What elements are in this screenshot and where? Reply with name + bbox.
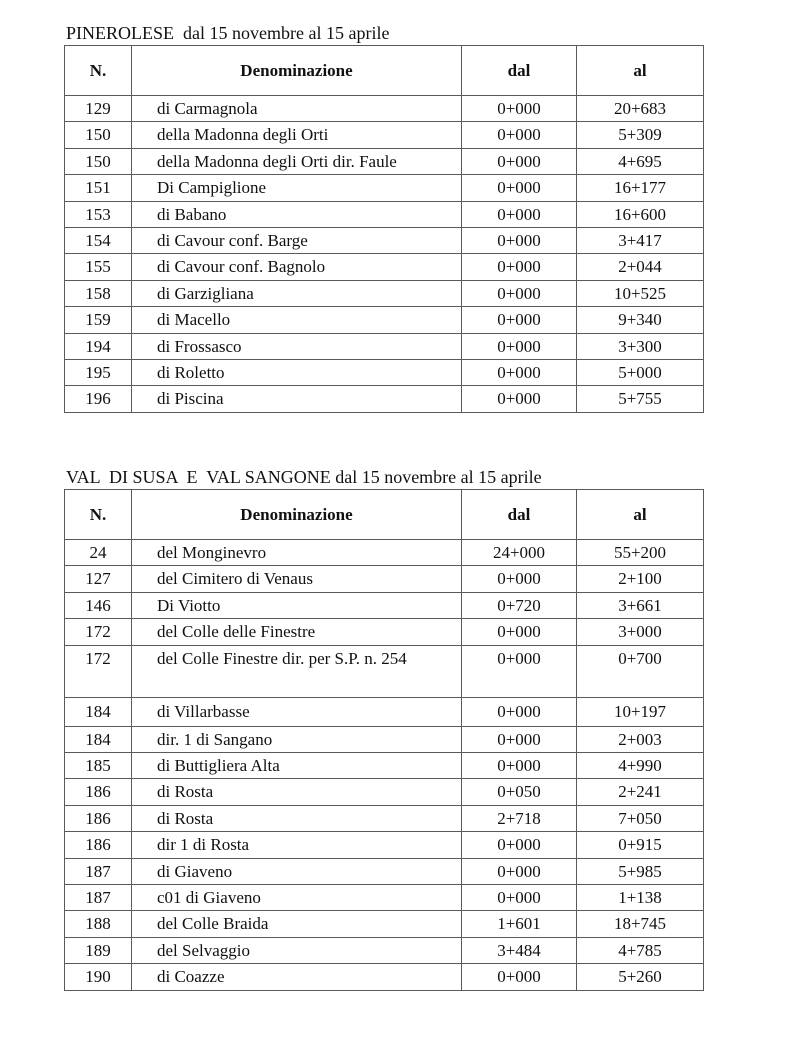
table-row (65, 254, 704, 280)
section-title-val-di-susa: VAL DI SUSA E VAL SANGONE dal 15 novembre al 15 aprile (66, 467, 542, 487)
cell-denominazione: di Cavour conf. Barge (132, 228, 462, 254)
table-row (65, 280, 704, 306)
cell-dal: 3+484 (462, 937, 577, 963)
cell-al: 16+177 (577, 175, 704, 201)
header-al: al (577, 46, 704, 96)
cell-denominazione: di Giaveno (132, 858, 462, 884)
cell-dal: 0+050 (462, 779, 577, 805)
table-row (65, 911, 704, 937)
cell-n: 155 (65, 254, 132, 280)
table-header-row (65, 46, 704, 96)
cell-dal: 0+000 (462, 122, 577, 148)
cell-denominazione: di Roletto (132, 360, 462, 386)
cell-denominazione: di Rosta (132, 805, 462, 831)
table-row (65, 540, 704, 566)
header-dal: dal (462, 46, 577, 96)
cell-al: 3+300 (577, 333, 704, 359)
cell-denominazione: della Madonna degli Orti dir. Faule (132, 148, 462, 174)
cell-dal: 0+000 (462, 697, 577, 726)
cell-dal: 0+000 (462, 858, 577, 884)
cell-n: 158 (65, 280, 132, 306)
cell-n: 186 (65, 779, 132, 805)
cell-dal: 0+000 (462, 753, 577, 779)
cell-al: 2+044 (577, 254, 704, 280)
cell-denominazione: del Monginevro (132, 540, 462, 566)
cell-n: 185 (65, 753, 132, 779)
cell-denominazione: della Madonna degli Orti (132, 122, 462, 148)
cell-denominazione: di Rosta (132, 779, 462, 805)
cell-al: 55+200 (577, 540, 704, 566)
cell-al: 4+990 (577, 753, 704, 779)
table-row (65, 885, 704, 911)
cell-n: 24 (65, 540, 132, 566)
cell-denominazione: di Coazze (132, 964, 462, 990)
table-row (65, 566, 704, 592)
cell-n: 146 (65, 592, 132, 618)
cell-n: 151 (65, 175, 132, 201)
cell-al: 4+785 (577, 937, 704, 963)
table-pinerolese (64, 45, 704, 413)
table-row (65, 937, 704, 963)
cell-dal: 0+000 (462, 280, 577, 306)
cell-n: 186 (65, 832, 132, 858)
table-row (65, 201, 704, 227)
cell-dal: 0+000 (462, 386, 577, 412)
cell-dal: 0+000 (462, 307, 577, 333)
cell-n: 195 (65, 360, 132, 386)
cell-denominazione: del Colle Finestre dir. per S.P. n. 254 (132, 645, 462, 697)
cell-dal: 0+000 (462, 832, 577, 858)
cell-al: 5+309 (577, 122, 704, 148)
table-row (65, 805, 704, 831)
cell-n: 189 (65, 937, 132, 963)
header-n: N. (65, 490, 132, 540)
cell-dal: 0+000 (462, 201, 577, 227)
cell-al: 10+525 (577, 280, 704, 306)
cell-dal: 2+718 (462, 805, 577, 831)
header-denominazione: Denominazione (132, 490, 462, 540)
cell-denominazione: di Piscina (132, 386, 462, 412)
cell-al: 5+755 (577, 386, 704, 412)
cell-n: 150 (65, 122, 132, 148)
cell-dal: 0+000 (462, 619, 577, 645)
table-row (65, 307, 704, 333)
cell-denominazione: del Selvaggio (132, 937, 462, 963)
cell-n: 194 (65, 333, 132, 359)
table-row (65, 964, 704, 990)
cell-al: 10+197 (577, 697, 704, 726)
cell-dal: 0+000 (462, 645, 577, 697)
table-row (65, 333, 704, 359)
cell-denominazione: di Buttigliera Alta (132, 753, 462, 779)
cell-al: 4+695 (577, 148, 704, 174)
cell-al: 16+600 (577, 201, 704, 227)
table-row (65, 122, 704, 148)
cell-dal: 0+000 (462, 228, 577, 254)
cell-n: 150 (65, 148, 132, 174)
cell-al: 5+985 (577, 858, 704, 884)
cell-dal: 0+000 (462, 148, 577, 174)
cell-dal: 0+000 (462, 333, 577, 359)
table-row (65, 619, 704, 645)
table-row (65, 360, 704, 386)
table-row (65, 697, 704, 726)
table-row (65, 858, 704, 884)
cell-dal: 0+000 (462, 96, 577, 122)
table-row (65, 779, 704, 805)
table-row (65, 645, 704, 697)
table-row (65, 753, 704, 779)
cell-al: 5+260 (577, 964, 704, 990)
cell-n: 153 (65, 201, 132, 227)
cell-n: 127 (65, 566, 132, 592)
cell-n: 196 (65, 386, 132, 412)
cell-al: 2+003 (577, 726, 704, 752)
cell-denominazione: di Carmagnola (132, 96, 462, 122)
cell-n: 154 (65, 228, 132, 254)
table-row (65, 386, 704, 412)
cell-dal: 0+000 (462, 726, 577, 752)
cell-al: 1+138 (577, 885, 704, 911)
cell-dal: 0+720 (462, 592, 577, 618)
cell-denominazione: c01 di Giaveno (132, 885, 462, 911)
cell-n: 172 (65, 645, 132, 697)
cell-dal: 0+000 (462, 175, 577, 201)
table-row (65, 175, 704, 201)
table-row (65, 228, 704, 254)
cell-al: 9+340 (577, 307, 704, 333)
cell-denominazione: dir 1 di Rosta (132, 832, 462, 858)
cell-n: 187 (65, 858, 132, 884)
cell-denominazione: dir. 1 di Sangano (132, 726, 462, 752)
cell-al: 3+661 (577, 592, 704, 618)
cell-al: 3+417 (577, 228, 704, 254)
table-row (65, 832, 704, 858)
cell-denominazione: del Cimitero di Venaus (132, 566, 462, 592)
cell-al: 18+745 (577, 911, 704, 937)
cell-n: 172 (65, 619, 132, 645)
cell-denominazione: Di Viotto (132, 592, 462, 618)
table-row (65, 592, 704, 618)
cell-denominazione: di Cavour conf. Bagnolo (132, 254, 462, 280)
cell-n: 188 (65, 911, 132, 937)
cell-denominazione: di Villarbasse (132, 697, 462, 726)
header-n: N. (65, 46, 132, 96)
table-header-row (65, 490, 704, 540)
header-dal: dal (462, 490, 577, 540)
cell-denominazione: di Babano (132, 201, 462, 227)
cell-dal: 24+000 (462, 540, 577, 566)
table-row (65, 96, 704, 122)
cell-al: 2+241 (577, 779, 704, 805)
cell-al: 20+683 (577, 96, 704, 122)
cell-denominazione: del Colle Braida (132, 911, 462, 937)
header-al: al (577, 490, 704, 540)
cell-denominazione: di Frossasco (132, 333, 462, 359)
table-val-di-susa (64, 489, 704, 991)
cell-n: 129 (65, 96, 132, 122)
cell-denominazione: di Macello (132, 307, 462, 333)
cell-n: 190 (65, 964, 132, 990)
cell-n: 187 (65, 885, 132, 911)
cell-al: 0+915 (577, 832, 704, 858)
cell-al: 5+000 (577, 360, 704, 386)
cell-dal: 0+000 (462, 360, 577, 386)
cell-dal: 1+601 (462, 911, 577, 937)
cell-al: 0+700 (577, 645, 704, 697)
header-denominazione: Denominazione (132, 46, 462, 96)
cell-dal: 0+000 (462, 254, 577, 280)
cell-n: 159 (65, 307, 132, 333)
cell-al: 3+000 (577, 619, 704, 645)
cell-dal: 0+000 (462, 964, 577, 990)
table-row (65, 148, 704, 174)
cell-al: 7+050 (577, 805, 704, 831)
cell-denominazione: del Colle delle Finestre (132, 619, 462, 645)
section-title-pinerolese: PINEROLESE dal 15 novembre al 15 aprile (66, 23, 390, 43)
cell-n: 184 (65, 697, 132, 726)
table-row (65, 726, 704, 752)
cell-dal: 0+000 (462, 566, 577, 592)
cell-denominazione: di Garzigliana (132, 280, 462, 306)
cell-al: 2+100 (577, 566, 704, 592)
cell-n: 186 (65, 805, 132, 831)
cell-n: 184 (65, 726, 132, 752)
cell-dal: 0+000 (462, 885, 577, 911)
cell-denominazione: Di Campiglione (132, 175, 462, 201)
